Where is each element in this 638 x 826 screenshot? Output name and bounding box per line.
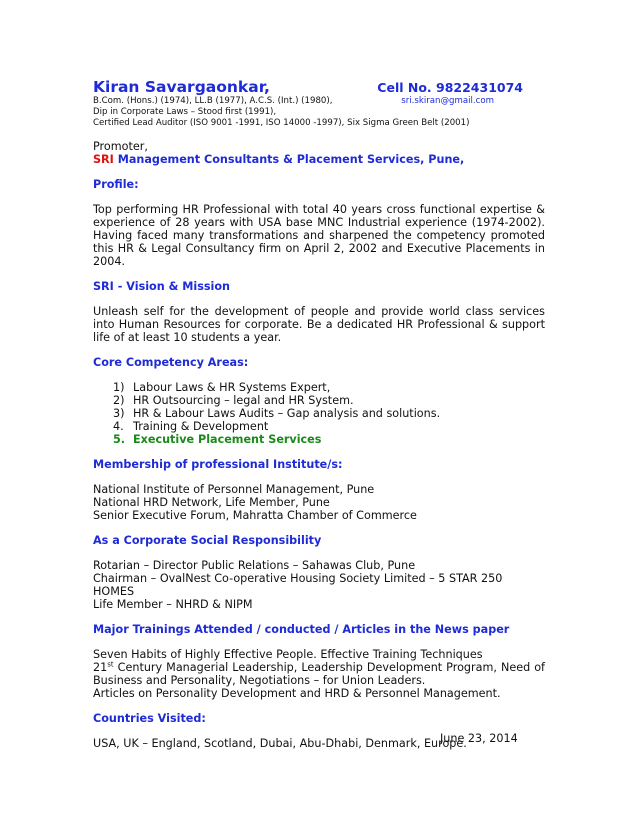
role-title: Promoter, bbox=[93, 140, 148, 153]
company-prefix: SRI bbox=[93, 153, 114, 166]
competency-heading: Core Competency Areas: bbox=[93, 356, 249, 369]
list-text: Executive Placement Services bbox=[133, 433, 322, 446]
csr-heading: As a Corporate Social Responsibility bbox=[93, 534, 322, 547]
list-text: HR & Labour Laws Audits – Gap analysis and solutions. bbox=[133, 407, 441, 420]
membership-line: National HRD Network, Life Member, Pune bbox=[93, 496, 330, 509]
list-number: 5. bbox=[113, 433, 126, 446]
trainings-block bbox=[93, 648, 545, 700]
qualifications-line-1: B.Com. (Hons.) (1974), LL.B (1977), A.C.S. (Int.) (1980), bbox=[93, 96, 333, 106]
profile-heading: Profile: bbox=[93, 178, 139, 191]
csr-list bbox=[93, 559, 545, 611]
countries-text: USA, UK – England, Scotland, Dubai, Abu-Dhabi, Denmark, Europe. bbox=[93, 737, 467, 750]
list-item bbox=[93, 433, 545, 446]
profile-text: Top performing HR Professional with total 40 years cross functional expertise & experience of 28 years with USA base MNC Industrial experience (1974-2002). Having faced many transformations and sharpened the competency promoted this HR & Legal Consultancy firm on April 2, 2002 and Executive Placements in 2004. bbox=[93, 203, 545, 268]
document-date: June 23, 2014 bbox=[440, 732, 518, 745]
countries-heading: Countries Visited: bbox=[93, 712, 206, 725]
list-item bbox=[93, 407, 545, 420]
list-number: 2) bbox=[113, 394, 125, 407]
vision-heading: SRI - Vision & Mission bbox=[93, 280, 231, 293]
company-line bbox=[93, 153, 545, 166]
trainings-heading: Major Trainings Attended / conducted / Articles in the News paper bbox=[93, 623, 510, 636]
list-number: 3) bbox=[113, 407, 125, 420]
list-item bbox=[93, 420, 545, 433]
list-number: 1) bbox=[113, 381, 125, 394]
membership-line: Senior Executive Forum, Mahratta Chamber of Commerce bbox=[93, 509, 417, 522]
century-suffix: st bbox=[107, 660, 114, 669]
qualifications-line-3: Certified Lead Auditor (ISO 9001 -1991, ISO 14000 -1997), Six Sigma Green Belt (2001) bbox=[93, 118, 470, 128]
candidate-name: Kiran Savargaonkar, bbox=[93, 78, 270, 96]
list-text: Training & Development bbox=[133, 420, 269, 433]
century-number: 21 bbox=[93, 661, 108, 674]
membership-list bbox=[93, 483, 545, 522]
email-link[interactable]: sri.skiran@gmail.com bbox=[401, 96, 494, 106]
list-item bbox=[93, 394, 545, 407]
list-number: 4. bbox=[113, 420, 124, 433]
csr-line: Chairman – OvalNest Co-operative Housing Society Limited – 5 STAR 250 HOMES bbox=[93, 572, 503, 598]
csr-line: Life Member – NHRD & NIPM bbox=[93, 598, 253, 611]
list-text: Labour Laws & HR Systems Expert, bbox=[133, 381, 331, 394]
role-block bbox=[93, 140, 545, 166]
competency-list bbox=[93, 381, 545, 446]
company-name: Management Consultants & Placement Services, Pune, bbox=[113, 153, 465, 166]
csr-line: Rotarian – Director Public Relations – Sahawas Club, Pune bbox=[93, 559, 416, 572]
training-line-3: Articles on Personality Development and HRD & Personnel Management. bbox=[93, 687, 501, 700]
membership-heading: Membership of professional Institute/s: bbox=[93, 458, 343, 471]
cell-number: Cell No. 9822431074 bbox=[377, 80, 523, 95]
list-item bbox=[93, 381, 545, 394]
training-line-1: Seven Habits of Highly Effective People. Effective Training Techniques bbox=[93, 648, 483, 661]
header-row-1 bbox=[93, 78, 545, 96]
header-row-2 bbox=[93, 96, 545, 107]
training-line-2 bbox=[93, 661, 545, 687]
vision-text: Unleash self for the development of people and provide world class services into Human Resources for corporate. Be a dedicated HR Professional & support life of at least 10 students a year. bbox=[93, 305, 545, 344]
resume-page bbox=[93, 78, 545, 750]
training-line-2-text: Century Managerial Leadership, Leadership Development Program, Need of Business and Personality, Negotiations – for Union Leaders. bbox=[93, 661, 545, 687]
membership-line: National Institute of Personnel Management, Pune bbox=[93, 483, 375, 496]
qualifications-line-2: Dip in Corporate Laws – Stood first (1991), bbox=[93, 107, 277, 117]
list-text: HR Outsourcing – legal and HR System. bbox=[133, 394, 354, 407]
